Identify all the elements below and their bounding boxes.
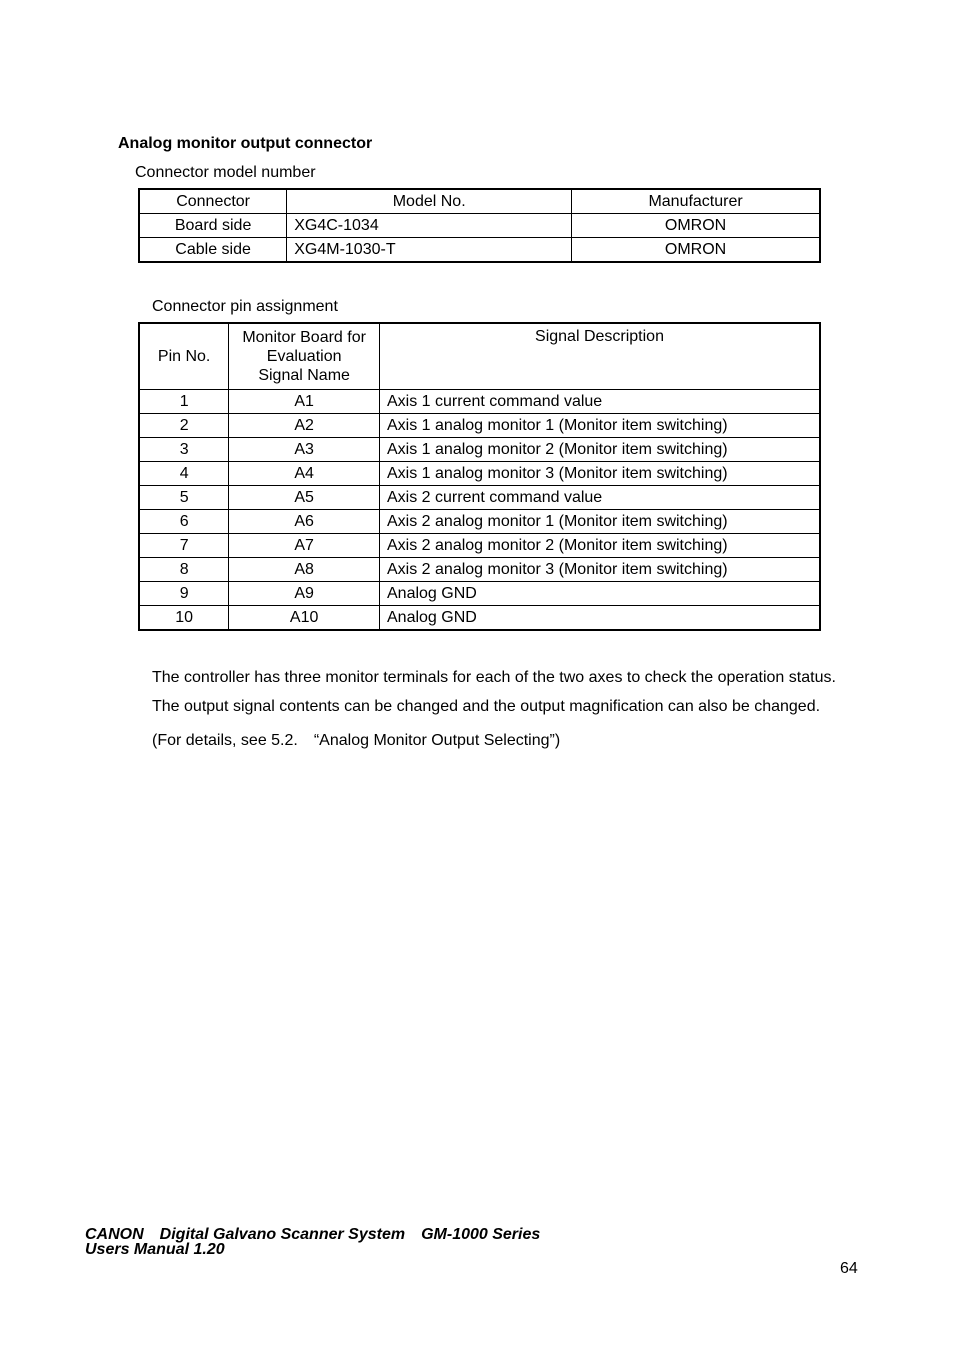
signal-description-cell: Axis 1 analog monitor 3 (Monitor item switching) bbox=[380, 462, 821, 486]
table-row bbox=[139, 510, 820, 534]
column-header: Manufacturer bbox=[572, 189, 820, 214]
signal-description-cell: Axis 2 analog monitor 1 (Monitor item switching) bbox=[380, 510, 821, 534]
connector-cell: Board side bbox=[139, 214, 287, 238]
signal-description-cell: Axis 2 current command value bbox=[380, 486, 821, 510]
manufacturer-cell: OMRON bbox=[572, 238, 820, 263]
table-row bbox=[139, 390, 820, 414]
table-row bbox=[139, 534, 820, 558]
signal-name-cell: A8 bbox=[229, 558, 380, 582]
connector-model-table bbox=[138, 188, 821, 263]
table-row bbox=[139, 582, 820, 606]
pin-number-cell: 5 bbox=[139, 486, 229, 510]
signal-name-header-line: Signal Name bbox=[258, 367, 350, 384]
signal-description-cell: Axis 2 analog monitor 2 (Monitor item switching) bbox=[380, 534, 821, 558]
pin-number-cell: 1 bbox=[139, 390, 229, 414]
pin-number-cell: 8 bbox=[139, 558, 229, 582]
pin-no-header: Pin No. bbox=[139, 323, 229, 390]
pin-number-cell: 9 bbox=[139, 582, 229, 606]
column-header: Connector bbox=[139, 189, 287, 214]
table-row bbox=[139, 462, 820, 486]
page-number: 64 bbox=[840, 1260, 858, 1277]
table-row bbox=[139, 238, 820, 263]
footer-manual-version: Users Manual 1.20 bbox=[85, 1241, 225, 1258]
table-row bbox=[139, 438, 820, 462]
body-paragraph: The output signal contents can be changed and the output magnification can also be changed. bbox=[152, 698, 821, 715]
model-no-cell: XG4M-1030-T bbox=[287, 238, 572, 263]
signal-description-cell: Axis 1 current command value bbox=[380, 390, 821, 414]
table-row bbox=[139, 486, 820, 510]
body-paragraph: (For details, see 5.2. “Analog Monitor Output Selecting”) bbox=[152, 732, 561, 749]
table-row bbox=[139, 606, 820, 631]
signal-description-cell: Analog GND bbox=[380, 582, 821, 606]
table-row bbox=[139, 214, 820, 238]
signal-name-cell: A1 bbox=[229, 390, 380, 414]
signal-name-cell: A3 bbox=[229, 438, 380, 462]
signal-name-cell: A4 bbox=[229, 462, 380, 486]
pin-number-cell: 3 bbox=[139, 438, 229, 462]
signal-name-cell: A10 bbox=[229, 606, 380, 631]
signal-name-header-line: Evaluation bbox=[266, 348, 342, 365]
pin-number-cell: 10 bbox=[139, 606, 229, 631]
pin-assignment-label: Connector pin assignment bbox=[152, 298, 338, 315]
table-row bbox=[139, 558, 820, 582]
signal-name-header bbox=[229, 323, 380, 390]
body-paragraph: The controller has three monitor terminals for each of the two axes to check the operation status. bbox=[152, 669, 836, 686]
model-number-label: Connector model number bbox=[135, 164, 316, 181]
pin-table-body bbox=[139, 390, 820, 631]
signal-description-cell: Axis 2 analog monitor 3 (Monitor item switching) bbox=[380, 558, 821, 582]
section-heading: Analog monitor output connector bbox=[118, 135, 373, 152]
signal-name-cell: A5 bbox=[229, 486, 380, 510]
table-header-row bbox=[139, 323, 820, 390]
signal-name-header-line: Monitor Board for bbox=[242, 329, 366, 346]
connector-cell: Cable side bbox=[139, 238, 287, 263]
signal-name-cell: A9 bbox=[229, 582, 380, 606]
pin-number-cell: 6 bbox=[139, 510, 229, 534]
pin-number-cell: 7 bbox=[139, 534, 229, 558]
signal-description-header: Signal Description bbox=[380, 323, 821, 390]
manufacturer-cell: OMRON bbox=[572, 214, 820, 238]
signal-description-cell: Analog GND bbox=[380, 606, 821, 631]
pin-assignment-table bbox=[138, 322, 821, 631]
signal-name-cell: A2 bbox=[229, 414, 380, 438]
signal-description-cell: Axis 1 analog monitor 1 (Monitor item switching) bbox=[380, 414, 821, 438]
table-row bbox=[139, 414, 820, 438]
table-header-row bbox=[139, 189, 820, 214]
signal-description-cell: Axis 1 analog monitor 2 (Monitor item switching) bbox=[380, 438, 821, 462]
footer-title: CANON Digital Galvano Scanner System GM-1000 Series bbox=[85, 1226, 541, 1243]
signal-name-cell: A6 bbox=[229, 510, 380, 534]
model-no-cell: XG4C-1034 bbox=[287, 214, 572, 238]
signal-name-cell: A7 bbox=[229, 534, 380, 558]
pin-number-cell: 4 bbox=[139, 462, 229, 486]
pin-number-cell: 2 bbox=[139, 414, 229, 438]
column-header: Model No. bbox=[287, 189, 572, 214]
